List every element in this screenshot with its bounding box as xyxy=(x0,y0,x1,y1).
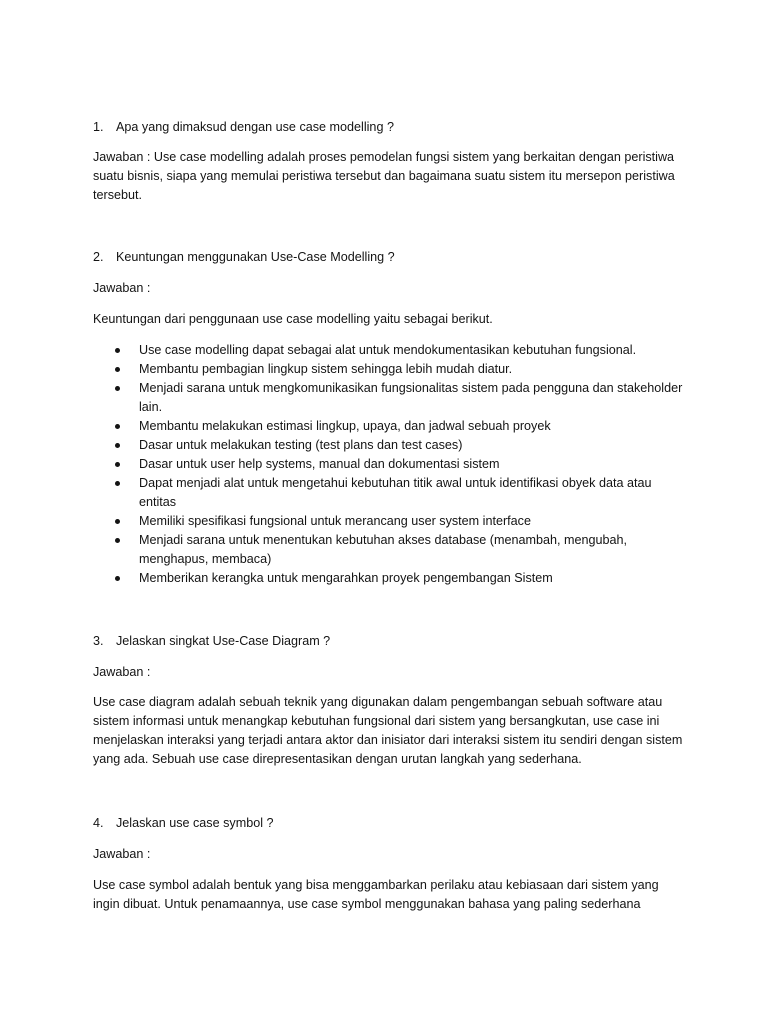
question-2-heading xyxy=(93,248,683,267)
question-4-answer: Use case symbol adalah bentuk yang bisa menggambarkan perilaku atau kebiasaan dari sistem yang ingin dibuat. Untuk penamaannya, use case symbol menggunakan bahasa yang paling sederhana xyxy=(93,878,659,911)
question-1-text: Apa yang dimaksud dengan use case modelling ? xyxy=(116,120,394,134)
question-3-text: Jelaskan singkat Use-Case Diagram ? xyxy=(116,634,331,648)
list-item-text: Menjadi sarana untuk menentukan kebutuhan akses database (menambah, mengubah, menghapus, membaca) xyxy=(139,533,627,566)
list-item-text: Memiliki spesifikasi fungsional untuk merancang user system interface xyxy=(139,514,531,528)
list-item xyxy=(93,379,683,417)
list-item xyxy=(93,474,683,512)
bullet-icon xyxy=(115,424,120,429)
question-1-answer: Jawaban : Use case modelling adalah proses pemodelan fungsi sistem yang berkaitan dengan peristiwa suatu bisnis, siapa yang memulai peristiwa tersebut dan bagaimana suatu sistem itu mersepon peristiwa tersebut. xyxy=(93,150,675,202)
bullet-icon xyxy=(115,367,120,372)
question-4-number: 4. xyxy=(93,816,104,830)
question-2-number: 2. xyxy=(93,250,104,264)
question-3-number: 3. xyxy=(93,634,104,648)
question-2-text: Keuntungan menggunakan Use-Case Modelling ? xyxy=(116,250,395,264)
list-item xyxy=(93,417,683,436)
question-2-intro: Keuntungan dari penggunaan use case modelling yaitu sebagai berikut. xyxy=(93,312,493,326)
list-item-text: Membantu melakukan estimasi lingkup, upaya, dan jadwal sebuah proyek xyxy=(139,419,551,433)
list-item-text: Dasar untuk user help systems, manual dan dokumentasi sistem xyxy=(139,457,500,471)
bullet-icon xyxy=(115,348,120,353)
list-item xyxy=(93,512,683,531)
question-2-bullet-list xyxy=(93,341,683,588)
question-4-answer-label: Jawaban : xyxy=(93,847,151,861)
bullet-icon xyxy=(115,443,120,448)
bullet-icon xyxy=(115,386,120,391)
question-4-heading xyxy=(93,814,683,833)
list-item xyxy=(93,569,683,588)
question-3-answer-label: Jawaban : xyxy=(93,665,151,679)
question-2-answer-label: Jawaban : xyxy=(93,281,151,295)
question-3-heading xyxy=(93,632,683,651)
question-1-number: 1. xyxy=(93,120,104,134)
list-item xyxy=(93,360,683,379)
bullet-icon xyxy=(115,576,120,581)
list-item-text: Dapat menjadi alat untuk mengetahui kebutuhan titik awal untuk identifikasi obyek data atau entitas xyxy=(139,476,652,509)
question-3-answer: Use case diagram adalah sebuah teknik yang digunakan dalam pengembangan sebuah software atau sistem informasi untuk menangkap kebutuhan fungsional dari sistem yang bersangkutan, use case ini menjelaskan interaksi yang terjadi antara aktor dan inisiator dari interaksi sistem itu sendiri dengan sistem yang ada. Sebuah use case direpresentasikan dengan urutan langkah yang sederhana. xyxy=(93,695,683,766)
bullet-icon xyxy=(115,462,120,467)
bullet-icon xyxy=(115,519,120,524)
list-item xyxy=(93,531,683,569)
list-item-text: Memberikan kerangka untuk mengarahkan proyek pengembangan Sistem xyxy=(139,571,553,585)
question-4-text: Jelaskan use case symbol ? xyxy=(116,816,274,830)
list-item-text: Dasar untuk melakukan testing (test plans dan test cases) xyxy=(139,438,463,452)
list-item-text: Use case modelling dapat sebagai alat untuk mendokumentasikan kebutuhan fungsional. xyxy=(139,343,637,357)
question-1-heading xyxy=(93,118,683,137)
list-item-text: Membantu pembagian lingkup sistem sehingga lebih mudah diatur. xyxy=(139,362,513,376)
list-item xyxy=(93,455,683,474)
list-item xyxy=(93,341,683,360)
list-item xyxy=(93,436,683,455)
bullet-icon xyxy=(115,538,120,543)
list-item-text: Menjadi sarana untuk mengkomunikasikan fungsionalitas sistem pada pengguna dan stakeholder lain. xyxy=(139,381,683,414)
bullet-icon xyxy=(115,481,120,486)
